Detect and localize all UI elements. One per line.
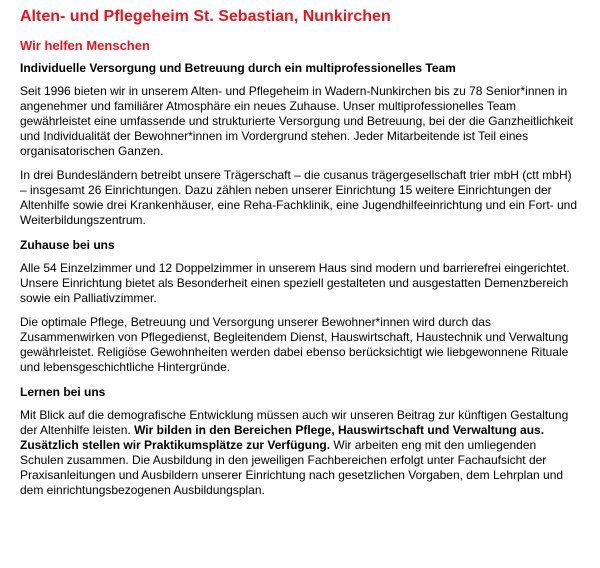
section-individuelle-versorgung (20, 60, 580, 228)
paragraph: In drei Bundesländern betreibt unsere Trägerschaft – die cusanus trägergesellschaft trier mbH (ctt mbH) – insgesamt 26 Einrichtungen. Dazu zählen neben unserer Einrichtung 15 weitere Einrichtungen der Altenhilfe sowie drei Krankenhäuser, eine Reha-Fachklinik, eine Jugendhilfeeinrichtung und ein Fort- und Weiterbildungszentrum. (20, 168, 578, 227)
section-zuhause (20, 237, 580, 375)
section-heading: Zuhause bei uns (20, 238, 115, 252)
paragraph (20, 408, 580, 498)
page-title: Alten- und Pflegeheim St. Sebastian, Nunkirchen (20, 8, 391, 25)
section-heading: Individuelle Versorgung und Betreuung durch ein multiprofessionelles Team (20, 61, 456, 75)
page-subtitle: Wir helfen Menschen (20, 38, 150, 53)
paragraph-outro-text: Wir arbeiten eng mit den umliegenden Schulen zusammen. Die Ausbildung in den jeweiligen Fachbereichen erfolgt unter Fachaufsicht der Praxisanleitungen und Ausbildern unserer Einrichtung nach gesetzlichen Vorgaben, dem Lehrplan und dem einrichtungsbezogenen Ausbildungsplan. (20, 438, 564, 497)
paragraph: Seit 1996 bieten wir in unserem Alten- und Pflegeheim in Wadern-Nunkirchen bis zu 78 Senior*innen in angenehmer und familiärer Atmosphäre ein neues Zuhause. Unser multiprofessionelles Team gewährleistet eine umfassende und strukturierte Versorgung und Betreuung, bei der die Ganzheitlichkeit und Individualität der Bewohner*innen im Vordergrund stehen. Jeder Mitarbeitende ist Teil eines organisatorischen Ganzen. (20, 84, 574, 158)
section-heading: Lernen bei uns (20, 385, 106, 399)
section-lernen (20, 384, 580, 498)
paragraph: Die optimale Pflege, Betreuung und Versorgung unserer Bewohner*innen wird durch das Zusammenwirken von Pflegedienst, Begleitendem Dienst, Hauswirtschaft, Haustechnik und Verwaltung gewährleistet. Religiöse Gewohnheiten werden dabei ebenso berücksichtigt wie liebgewonnene Rituale und lebensgeschichtliche Hintergründe. (20, 315, 569, 374)
paragraph-bold-text: Wir bilden in den Bereichen Pflege, Hauswirtschaft und Verwaltung aus. Zusätzlich stellen wir Praktikumsplätze zur Verfügung. (20, 423, 545, 452)
paragraph: Alle 54 Einzelzimmer und 12 Doppelzimmer in unserem Haus sind modern und barrierefrei eingerichtet. Unsere Einrichtung bietet als Besonderheit einen speziell gestalteten und ausgestatten Demenzbereich sowie ein Palliativzimmer. (20, 261, 570, 305)
paragraph-intro-text: Mit Blick auf die demografische Entwicklung müssen auch wir unseren Beitrag zur künftigen Gestaltung der Altenhilfe leisten. (20, 408, 569, 437)
